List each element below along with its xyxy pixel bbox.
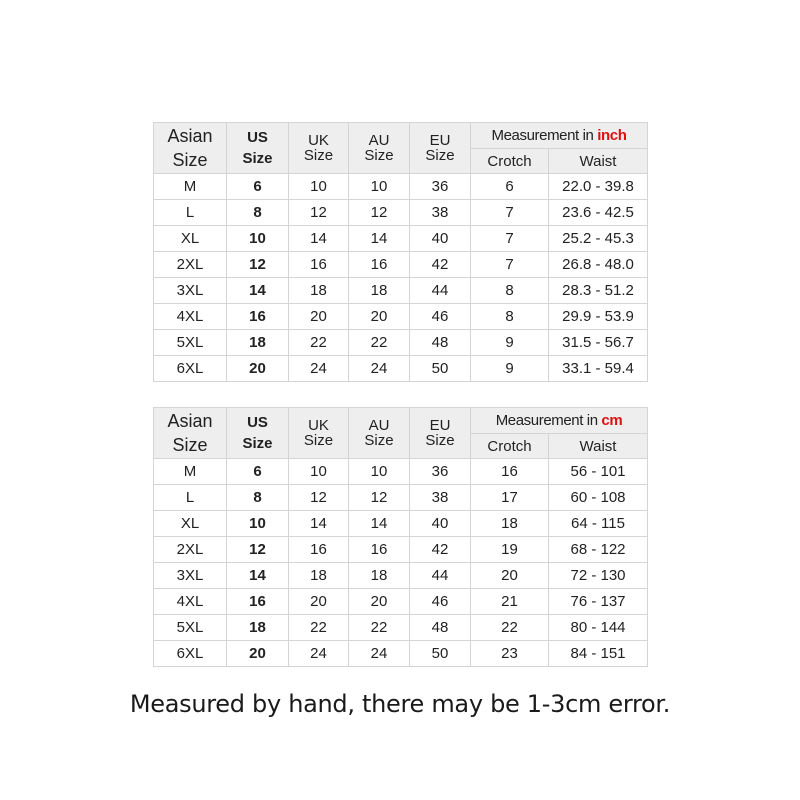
cell-crotch: 9: [471, 330, 549, 356]
header-us-line2: Size: [242, 150, 273, 167]
cell-waist: 72 - 130: [549, 563, 648, 589]
cell-crotch: 9: [471, 356, 549, 382]
header-eu-line2: Size: [425, 147, 455, 164]
cell-crotch: 8: [471, 278, 549, 304]
cell-uk-size: 14: [289, 511, 349, 537]
cell-us-size: 6: [227, 174, 289, 200]
cell-us-size: 6: [227, 459, 289, 485]
table-row: [154, 356, 648, 382]
cell-waist: 84 - 151: [549, 641, 648, 667]
cell-waist: 64 - 115: [549, 511, 648, 537]
cell-au-size: 12: [349, 200, 410, 226]
cell-us-size: 16: [227, 589, 289, 615]
cell-waist: 25.2 - 45.3: [549, 226, 648, 252]
cell-au-size: 18: [349, 563, 410, 589]
measurement-unit: cm: [601, 412, 623, 429]
cell-uk-size: 22: [289, 330, 349, 356]
cell-eu-size: 40: [410, 226, 471, 252]
cell-au-size: 16: [349, 537, 410, 563]
header-us-line1: US: [247, 414, 268, 431]
cell-crotch: 17: [471, 485, 549, 511]
cell-waist: 76 - 137: [549, 589, 648, 615]
table-row: [154, 459, 648, 485]
cell-crotch: 20: [471, 563, 549, 589]
cell-us-size: 18: [227, 615, 289, 641]
header-eu-line1: EU: [429, 132, 451, 149]
table-row: [154, 563, 648, 589]
cell-eu-size: 44: [410, 278, 471, 304]
cell-us-size: 20: [227, 356, 289, 382]
measurement-prefix: Measurement in: [491, 127, 598, 144]
cell-eu-size: 44: [410, 563, 471, 589]
cell-uk-size: 16: [289, 537, 349, 563]
cell-us-size: 14: [227, 278, 289, 304]
cell-crotch: 19: [471, 537, 549, 563]
cell-us-size: 20: [227, 641, 289, 667]
cell-asian-size: 5XL: [154, 330, 227, 356]
cell-asian-size: 6XL: [154, 641, 227, 667]
header-au-size: [349, 123, 410, 174]
cell-eu-size: 46: [410, 589, 471, 615]
table-row: [154, 304, 648, 330]
cell-uk-size: 14: [289, 226, 349, 252]
cell-au-size: 16: [349, 252, 410, 278]
header-us-line2: Size: [242, 435, 273, 452]
cell-uk-size: 10: [289, 459, 349, 485]
table-row: [154, 278, 648, 304]
measurement-note: Measured by hand, there may be 1-3cm error.: [129, 690, 671, 718]
table-row: [154, 537, 648, 563]
measurement-prefix: Measurement in: [495, 412, 602, 429]
cell-waist: 26.8 - 48.0: [549, 252, 648, 278]
cell-asian-size: L: [154, 485, 227, 511]
cell-asian-size: 3XL: [154, 278, 227, 304]
table-row: [154, 615, 648, 641]
cell-asian-size: 6XL: [154, 356, 227, 382]
cell-asian-size: XL: [154, 226, 227, 252]
cell-waist: 56 - 101: [549, 459, 648, 485]
cell-waist: 33.1 - 59.4: [549, 356, 648, 382]
cell-crotch: 23: [471, 641, 549, 667]
cell-eu-size: 42: [410, 252, 471, 278]
header-eu-line1: EU: [429, 417, 451, 434]
header-waist: Waist: [549, 149, 648, 174]
header-asian-line1: Asian: [167, 126, 213, 146]
header-au-line2: Size: [364, 432, 394, 449]
cell-eu-size: 48: [410, 330, 471, 356]
cell-eu-size: 36: [410, 174, 471, 200]
header-uk-size: [289, 123, 349, 174]
cell-us-size: 14: [227, 563, 289, 589]
cell-au-size: 20: [349, 589, 410, 615]
cell-uk-size: 16: [289, 252, 349, 278]
cell-asian-size: 3XL: [154, 563, 227, 589]
table-row: [154, 226, 648, 252]
header-crotch: Crotch: [471, 434, 549, 459]
header-au-line2: Size: [364, 147, 394, 164]
cell-crotch: 18: [471, 511, 549, 537]
header-uk-line2: Size: [303, 147, 334, 164]
cell-waist: 22.0 - 39.8: [549, 174, 648, 200]
cell-uk-size: 20: [289, 589, 349, 615]
cell-au-size: 18: [349, 278, 410, 304]
cell-asian-size: M: [154, 459, 227, 485]
cell-au-size: 14: [349, 511, 410, 537]
header-asian-size: [154, 408, 227, 459]
cell-au-size: 22: [349, 615, 410, 641]
header-asian-line1: Asian: [167, 411, 213, 431]
cell-au-size: 22: [349, 330, 410, 356]
cell-us-size: 10: [227, 511, 289, 537]
cell-crotch: 7: [471, 252, 549, 278]
cell-crotch: 16: [471, 459, 549, 485]
header-uk-line1: UK: [308, 417, 329, 434]
cell-us-size: 16: [227, 304, 289, 330]
cell-us-size: 10: [227, 226, 289, 252]
measurement-unit: inch: [597, 127, 627, 144]
cell-waist: 68 - 122: [549, 537, 648, 563]
table-row: [154, 200, 648, 226]
table-row: [154, 485, 648, 511]
cell-crotch: 6: [471, 174, 549, 200]
header-measurement: [471, 408, 648, 434]
header-measurement: [471, 123, 648, 149]
cell-eu-size: 42: [410, 537, 471, 563]
cell-asian-size: 4XL: [154, 304, 227, 330]
cell-uk-size: 10: [289, 174, 349, 200]
cell-uk-size: 18: [289, 563, 349, 589]
table-row: [154, 589, 648, 615]
table-row: [154, 252, 648, 278]
cell-asian-size: M: [154, 174, 227, 200]
header-asian-line2: Size: [172, 150, 208, 170]
cell-asian-size: XL: [154, 511, 227, 537]
header-au-line1: AU: [368, 417, 390, 434]
cell-us-size: 12: [227, 252, 289, 278]
header-eu-size: [410, 123, 471, 174]
cell-uk-size: 24: [289, 356, 349, 382]
cell-waist: 23.6 - 42.5: [549, 200, 648, 226]
cell-uk-size: 22: [289, 615, 349, 641]
header-eu-size: [410, 408, 471, 459]
cell-asian-size: 2XL: [154, 252, 227, 278]
cell-crotch: 7: [471, 226, 549, 252]
cell-us-size: 12: [227, 537, 289, 563]
cell-waist: 60 - 108: [549, 485, 648, 511]
table-row: [154, 174, 648, 200]
table-body: [154, 459, 648, 667]
header-au-size: [349, 408, 410, 459]
cell-us-size: 8: [227, 200, 289, 226]
cell-eu-size: 38: [410, 485, 471, 511]
cell-au-size: 12: [349, 485, 410, 511]
size-table-inch: [153, 122, 648, 382]
header-eu-line2: Size: [425, 432, 455, 449]
cell-asian-size: 2XL: [154, 537, 227, 563]
cell-waist: 80 - 144: [549, 615, 648, 641]
size-table-cm: [153, 407, 648, 667]
cell-eu-size: 36: [410, 459, 471, 485]
cell-crotch: 7: [471, 200, 549, 226]
header-uk-line1: UK: [308, 132, 329, 149]
header-crotch: Crotch: [471, 149, 549, 174]
cell-au-size: 10: [349, 174, 410, 200]
cell-eu-size: 48: [410, 615, 471, 641]
cell-uk-size: 20: [289, 304, 349, 330]
table-row: [154, 330, 648, 356]
cell-us-size: 8: [227, 485, 289, 511]
cell-au-size: 10: [349, 459, 410, 485]
header-uk-line2: Size: [303, 432, 334, 449]
cell-uk-size: 18: [289, 278, 349, 304]
cell-us-size: 18: [227, 330, 289, 356]
header-us-size: [227, 123, 289, 174]
cell-waist: 29.9 - 53.9: [549, 304, 648, 330]
cell-eu-size: 40: [410, 511, 471, 537]
header-asian-size: [154, 123, 227, 174]
table-row: [154, 641, 648, 667]
header-asian-line2: Size: [172, 435, 208, 455]
cell-asian-size: 5XL: [154, 615, 227, 641]
table-row: [154, 511, 648, 537]
cell-crotch: 8: [471, 304, 549, 330]
header-uk-size: [289, 408, 349, 459]
cell-au-size: 14: [349, 226, 410, 252]
table-body: [154, 174, 648, 382]
cell-au-size: 24: [349, 641, 410, 667]
cell-eu-size: 50: [410, 641, 471, 667]
cell-uk-size: 24: [289, 641, 349, 667]
cell-asian-size: 4XL: [154, 589, 227, 615]
cell-au-size: 24: [349, 356, 410, 382]
cell-au-size: 20: [349, 304, 410, 330]
header-us-size: [227, 408, 289, 459]
cell-eu-size: 38: [410, 200, 471, 226]
cell-uk-size: 12: [289, 485, 349, 511]
header-us-line1: US: [247, 129, 268, 146]
header-au-line1: AU: [368, 132, 390, 149]
cell-eu-size: 50: [410, 356, 471, 382]
cell-asian-size: L: [154, 200, 227, 226]
cell-eu-size: 46: [410, 304, 471, 330]
cell-crotch: 21: [471, 589, 549, 615]
cell-uk-size: 12: [289, 200, 349, 226]
cell-waist: 31.5 - 56.7: [549, 330, 648, 356]
cell-crotch: 22: [471, 615, 549, 641]
cell-waist: 28.3 - 51.2: [549, 278, 648, 304]
header-waist: Waist: [549, 434, 648, 459]
